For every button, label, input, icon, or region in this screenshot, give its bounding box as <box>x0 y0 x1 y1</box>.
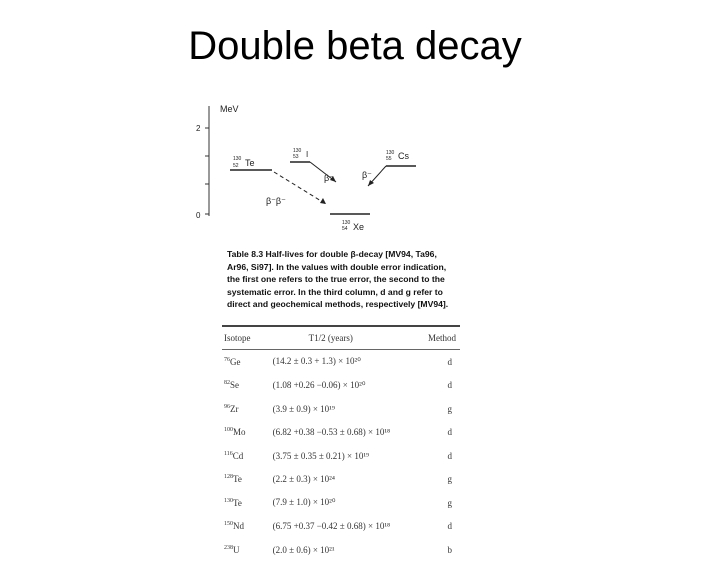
header-isotope: Isotope <box>224 333 251 343</box>
halflife-cell: (3.75 ± 0.35 ± 0.21) × 10¹⁹ <box>272 450 370 461</box>
caption-text: Half-lives for double β-decay [MV94, Ta96, Ar96, Si97]. In the values with double error indication, the first one refers to the true error, the second to the systematic error. In the third column, d and g refer to direct and geochemical methods, respectively [MV94]. <box>227 249 449 310</box>
xe-symbol: Xe <box>353 222 365 232</box>
halflife-cell: (3.9 ± 0.9) × 10¹⁹ <box>272 403 336 414</box>
i-z: 53 <box>293 154 299 160</box>
isotope-cell <box>222 538 259 562</box>
cs-symbol: Cs <box>398 151 409 161</box>
isotope-mass: 150 <box>224 521 233 528</box>
table-header-row <box>222 326 460 350</box>
isotope-mass: 76 <box>224 356 230 363</box>
te-symbol: Te <box>245 158 255 168</box>
method-cell: g <box>447 474 452 485</box>
isotope-mass: 96 <box>224 403 230 410</box>
method-cell: g <box>447 497 452 508</box>
beta-minus-label-2: β⁻ <box>362 170 372 180</box>
isotope-element: Zr <box>230 403 239 414</box>
method-cell: d <box>447 427 452 438</box>
isotope-element: Te <box>233 474 242 485</box>
halflife-cell: (6.75 +0.37 −0.42 ± 0.68) × 10¹⁸ <box>272 521 391 532</box>
double-beta-label: β⁻β⁻ <box>266 196 286 206</box>
table-row <box>222 444 460 468</box>
isotope-element: Ge <box>230 356 241 367</box>
method-cell: d <box>447 521 452 532</box>
beta-minus-label-1: β⁻ <box>324 173 334 183</box>
method-cell: d <box>447 450 452 461</box>
header-method: Method <box>428 333 456 343</box>
method-cell: d <box>447 380 452 391</box>
isotope-mass: 238 <box>224 544 233 551</box>
i-symbol: I <box>306 150 309 159</box>
isotope-element: Te <box>233 497 242 508</box>
table-row <box>222 468 460 492</box>
halflife-cell: (1.08 +0.26 −0.06) × 10²⁰ <box>272 379 366 390</box>
isotope-cell <box>222 515 259 539</box>
method-cell: d <box>447 356 452 367</box>
method-cell: g <box>447 403 452 414</box>
xe-mass: 130 <box>342 220 351 226</box>
isotope-mass: 82 <box>224 380 230 387</box>
table-row <box>222 397 460 421</box>
isotope-mass: 128 <box>224 474 233 481</box>
header-halflife: T1/2 (years) <box>308 333 353 343</box>
isotope-cell <box>222 421 259 445</box>
isotope-mass: 130 <box>224 497 233 504</box>
cs-mass: 130 <box>386 150 395 156</box>
method-cell: b <box>447 544 452 555</box>
isotope-cell <box>222 350 259 374</box>
te-mass: 130 <box>233 156 242 162</box>
isotope-element: Se <box>230 380 239 391</box>
isotope-element: U <box>233 544 240 555</box>
isotope-cell <box>222 444 259 468</box>
energy-unit-label: MeV <box>220 104 239 114</box>
table-row <box>222 491 460 515</box>
isotope-cell <box>222 397 259 421</box>
isotope-element: Cd <box>232 450 244 461</box>
half-life-table <box>222 325 460 562</box>
energy-level-diagram <box>190 96 470 246</box>
table-row <box>222 538 460 562</box>
tick-label-2: 2 <box>196 124 201 133</box>
table-row <box>222 515 460 539</box>
slide-title: Double beta decay <box>188 24 522 68</box>
halflife-cell: (2.2 ± 0.3) × 10²⁴ <box>272 474 336 485</box>
halflife-cell: (2.0 ± 0.6) × 10²¹ <box>272 544 335 555</box>
halflife-cell: (6.82 +0.38 −0.53 ± 0.68) × 10¹⁸ <box>272 427 391 438</box>
xe-z: 54 <box>342 226 348 232</box>
cs-z: 55 <box>386 156 392 162</box>
isotope-mass: 100 <box>224 427 233 434</box>
table-caption <box>227 248 459 311</box>
te-z: 52 <box>233 163 239 169</box>
isotope-element: Mo <box>233 427 246 438</box>
isotope-element: Nd <box>233 521 244 532</box>
isotope-cell <box>222 468 259 492</box>
halflife-cell: (7.9 ± 1.0) × 10²⁰ <box>272 497 336 508</box>
isotope-mass: 116 <box>224 450 233 457</box>
table-number: Table 8.3 <box>227 249 264 259</box>
i-mass: 130 <box>293 148 302 154</box>
isotope-cell <box>222 374 259 398</box>
isotope-cell <box>222 491 259 515</box>
table-row <box>222 374 460 398</box>
table-row <box>222 421 460 445</box>
halflife-cell: (14.2 ± 0.3 + 1.3) × 10²⁰ <box>272 356 361 367</box>
table-row <box>222 350 460 374</box>
tick-label-0: 0 <box>196 211 201 220</box>
